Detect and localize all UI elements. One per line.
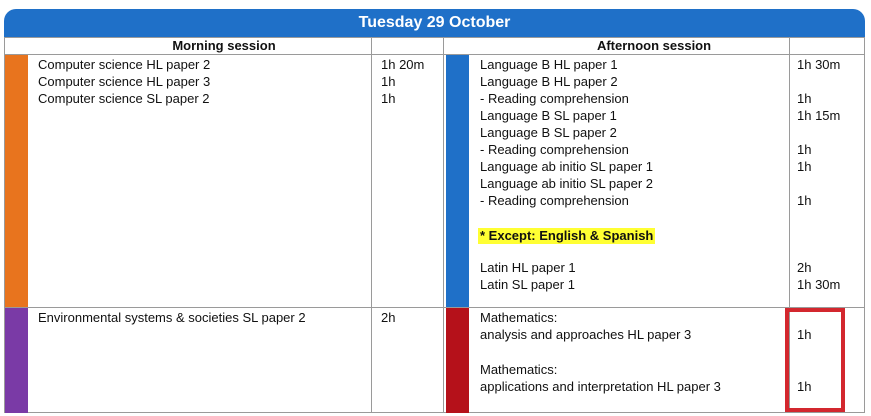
exam-duration xyxy=(797,124,840,141)
highlight-box xyxy=(785,308,845,412)
exam-subject: Latin HL paper 1 xyxy=(480,260,576,275)
exam-subject: Language B HL paper 2 xyxy=(480,74,618,89)
exam-duration: 1h 30m xyxy=(797,57,841,72)
exam-duration: 1h xyxy=(381,74,396,89)
subject-line: applications and interpretation HL paper 3 xyxy=(480,379,721,394)
exam-subject: Computer science SL paper 2 xyxy=(38,91,210,106)
divider xyxy=(5,54,864,55)
afternoon-heading: Afternoon session xyxy=(596,38,712,53)
exam-subject: Language ab initio SL paper 1 xyxy=(480,159,653,174)
exam-subject: Computer science HL paper 3 xyxy=(38,74,211,89)
exam-duration: 1h xyxy=(381,91,396,106)
math-ai-subject xyxy=(480,361,721,395)
exam-duration: 1h xyxy=(797,142,812,157)
blue-session-bar xyxy=(446,55,469,307)
math-aa-duration: 1h xyxy=(797,327,812,342)
exam-subject: Computer science HL paper 2 xyxy=(38,57,211,72)
exam-subject: Language ab initio SL paper 2 xyxy=(480,176,653,191)
orange-session-bar xyxy=(5,55,28,307)
highlighted-note: * Except: English & Spanish xyxy=(480,228,654,243)
divider xyxy=(443,38,444,412)
ess-duration: 2h xyxy=(381,310,396,325)
exam-subject: - Reading comprehension xyxy=(480,193,629,208)
exam-duration: 1h 30m xyxy=(797,277,841,292)
exam-duration: 2h xyxy=(797,260,812,275)
exam-schedule xyxy=(4,9,865,413)
exam-duration: 1h 20m xyxy=(381,57,425,72)
exam-subject: Latin SL paper 1 xyxy=(480,277,575,292)
exam-duration: 1h xyxy=(797,159,812,174)
afternoon-durations xyxy=(797,56,840,209)
exam-subject: Language B SL paper 2 xyxy=(480,125,617,140)
crimson-session-bar xyxy=(446,308,469,413)
morning-heading: Morning session xyxy=(172,38,276,53)
exam-duration xyxy=(797,175,840,192)
exam-subject: - Reading comprehension xyxy=(480,142,629,157)
latin-durations xyxy=(797,259,840,293)
purple-session-bar xyxy=(5,308,28,413)
divider xyxy=(371,38,372,412)
exam-duration: 1h 15m xyxy=(797,108,841,123)
exam-duration: 1h xyxy=(797,91,812,106)
morning-subjects xyxy=(38,56,210,107)
subject-line: Mathematics: xyxy=(480,362,558,377)
math-aa-subject xyxy=(480,309,691,343)
day-title: Tuesday 29 October xyxy=(4,9,865,37)
afternoon-subjects xyxy=(480,56,653,209)
exam-subject: - Reading comprehension xyxy=(480,91,629,106)
exam-duration: 1h xyxy=(797,193,812,208)
schedule-grid xyxy=(4,37,865,413)
exam-subject: Language B HL paper 1 xyxy=(480,57,618,72)
exam-subject: Language B SL paper 1 xyxy=(480,108,617,123)
ess-subject: Environmental systems & societies SL paper 2 xyxy=(38,310,306,325)
math-ai-duration: 1h xyxy=(797,379,812,394)
latin-subjects xyxy=(480,259,576,293)
exception-note xyxy=(478,227,655,244)
exam-duration xyxy=(797,73,840,90)
divider xyxy=(5,307,864,308)
morning-durations xyxy=(381,56,424,107)
subject-line: analysis and approaches HL paper 3 xyxy=(480,327,692,342)
subject-line: Mathematics: xyxy=(480,310,558,325)
